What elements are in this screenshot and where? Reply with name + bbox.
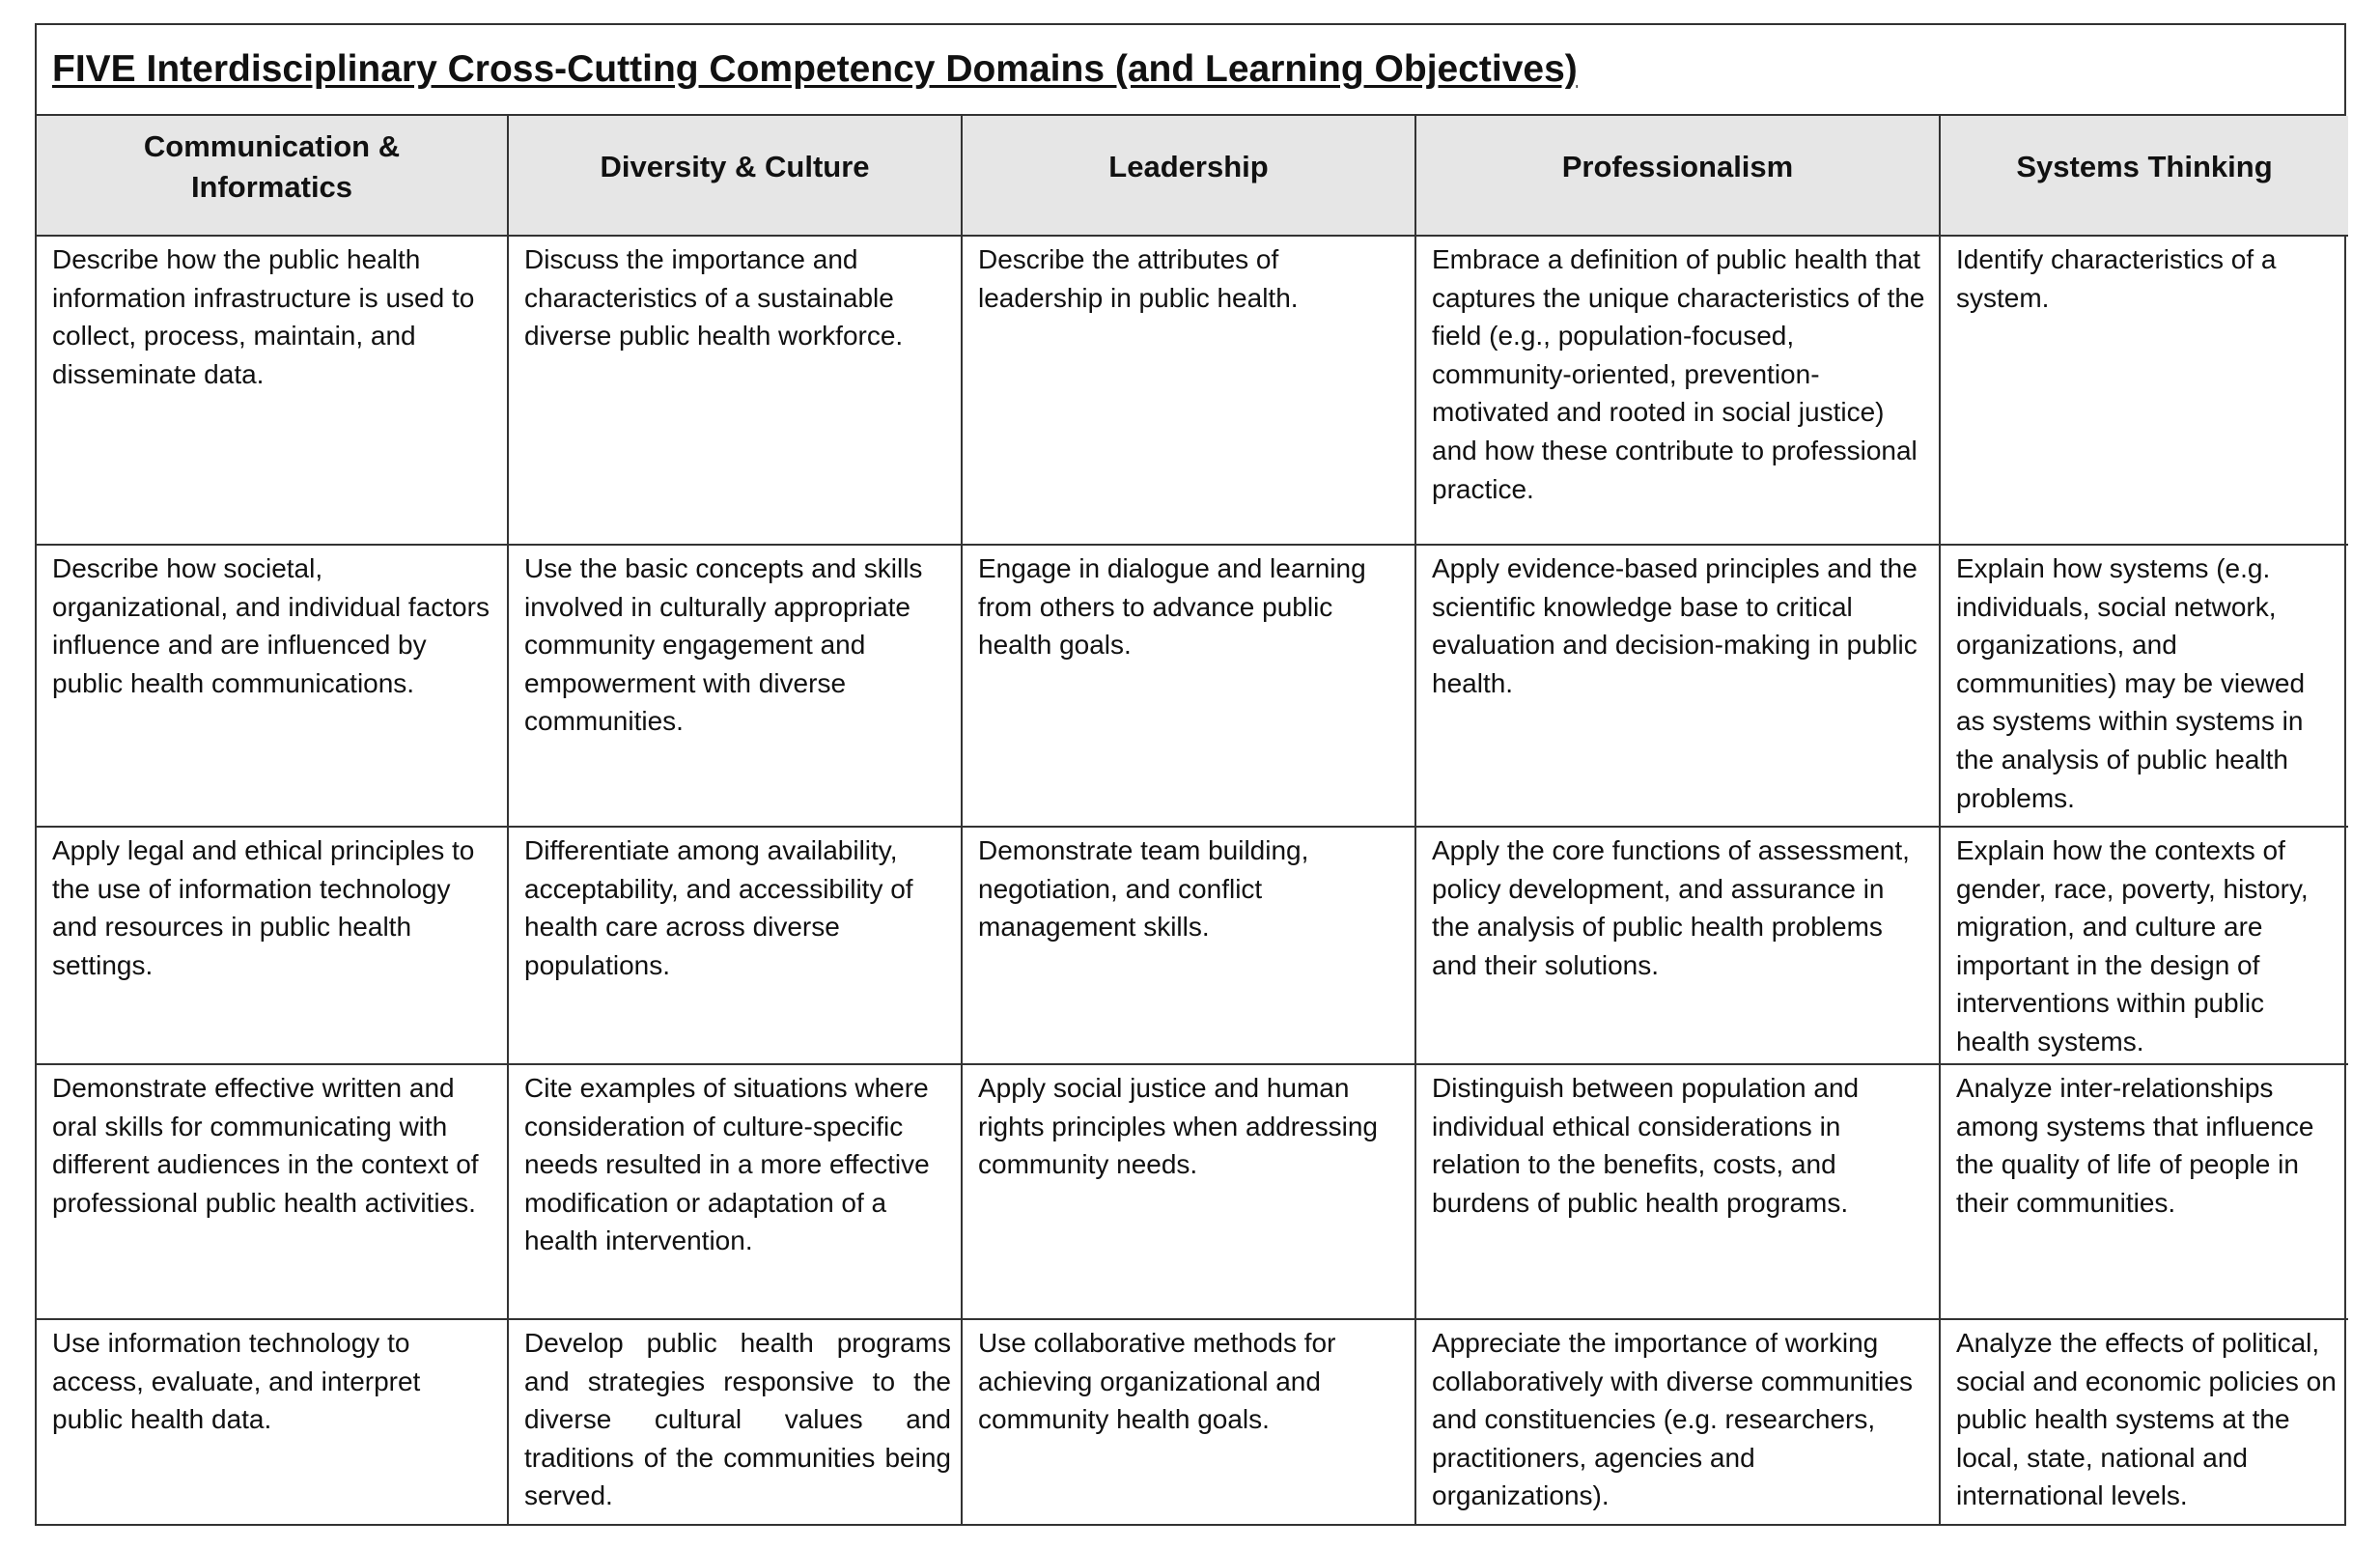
table-cell: Demonstrate team building, negotiation, and conflict management skills. [962, 827, 1415, 1064]
table-cell: Describe how the public health information infrastructure is used to collect, process, maintain, and disseminate data. [37, 236, 508, 545]
table-cell: Apply evidence-based principles and the scientific knowledge base to critical evaluation and decision-making in public health. [1415, 545, 1940, 827]
table-row [37, 545, 2348, 827]
table-cell: Describe the attributes of leadership in public health. [962, 236, 1415, 545]
table-cell: Apply legal and ethical principles to the use of information technology and resources in public health settings. [37, 827, 508, 1064]
table-cell: Analyze the effects of political, social and economic policies on public health systems at the local, state, national and international levels. [1940, 1319, 2348, 1526]
table-cell: Embrace a definition of public health that captures the unique characteristics of the field (e.g., population-focused, community-oriented, prevention- motivated and rooted in social justice) and how these contribute to professional practice. [1415, 236, 1940, 545]
document-frame [35, 23, 2346, 1526]
header-row [37, 116, 2348, 236]
table-cell: Differentiate among availability, acceptability, and accessibility of health care across diverse populations. [508, 827, 962, 1064]
column-header-systems-thinking: Systems Thinking [1940, 116, 2348, 236]
table-cell: Analyze inter-relationships among systems that influence the quality of life of people in their communities. [1940, 1064, 2348, 1319]
table-cell: Explain how the contexts of gender, race, poverty, history, migration, and culture are important in the design of interventions within public health systems. [1940, 827, 2348, 1064]
table-cell: Use the basic concepts and skills involved in culturally appropriate community engagement and empowerment with diverse communities. [508, 545, 962, 827]
table-cell: Apply the core functions of assessment, policy development, and assurance in the analysis of public health problems and their solutions. [1415, 827, 1940, 1064]
document-title: FIVE Interdisciplinary Cross-Cutting Competency Domains (and Learning Objectives) [52, 48, 1578, 90]
table-cell: Discuss the importance and characteristics of a sustainable diverse public health workforce. [508, 236, 962, 545]
column-header-communication: Communication & Informatics [37, 116, 508, 236]
table-cell: Develop public health programs and strategies responsive to the diverse cultural values and traditions of the communities being served. [508, 1319, 962, 1526]
table-cell: Demonstrate effective written and oral skills for communicating with different audiences in the context of professional public health activities. [37, 1064, 508, 1319]
table-row [37, 236, 2348, 545]
table-cell: Distinguish between population and individual ethical considerations in relation to the benefits, costs, and burdens of public health programs. [1415, 1064, 1940, 1319]
table-row [37, 1319, 2348, 1526]
table-cell: Describe how societal, organizational, and individual factors influence and are influenced by public health communications. [37, 545, 508, 827]
table-cell: Explain how systems (e.g. individuals, social network, organizations, and communities) may be viewed as systems within systems in the analysis of public health problems. [1940, 545, 2348, 827]
table-cell: Use collaborative methods for achieving organizational and community health goals. [962, 1319, 1415, 1526]
table-row [37, 827, 2348, 1064]
table-cell: Cite examples of situations where consideration of culture-specific needs resulted in a more effective modification or adaptation of a health intervention. [508, 1064, 962, 1319]
column-header-leadership: Leadership [962, 116, 1415, 236]
competency-table [37, 116, 2348, 1526]
column-header-professionalism: Professionalism [1415, 116, 1940, 236]
table-cell: Engage in dialogue and learning from others to advance public health goals. [962, 545, 1415, 827]
table-cell: Apply social justice and human rights principles when addressing community needs. [962, 1064, 1415, 1319]
table-cell: Identify characteristics of a system. [1940, 236, 2348, 545]
column-header-diversity: Diversity & Culture [508, 116, 962, 236]
table-row [37, 1064, 2348, 1319]
title-row [37, 25, 2344, 116]
table-cell: Appreciate the importance of working collaboratively with diverse communities and constituencies (e.g. researchers, practitioners, agencies and organizations). [1415, 1319, 1940, 1526]
table-cell: Use information technology to access, evaluate, and interpret public health data. [37, 1319, 508, 1526]
